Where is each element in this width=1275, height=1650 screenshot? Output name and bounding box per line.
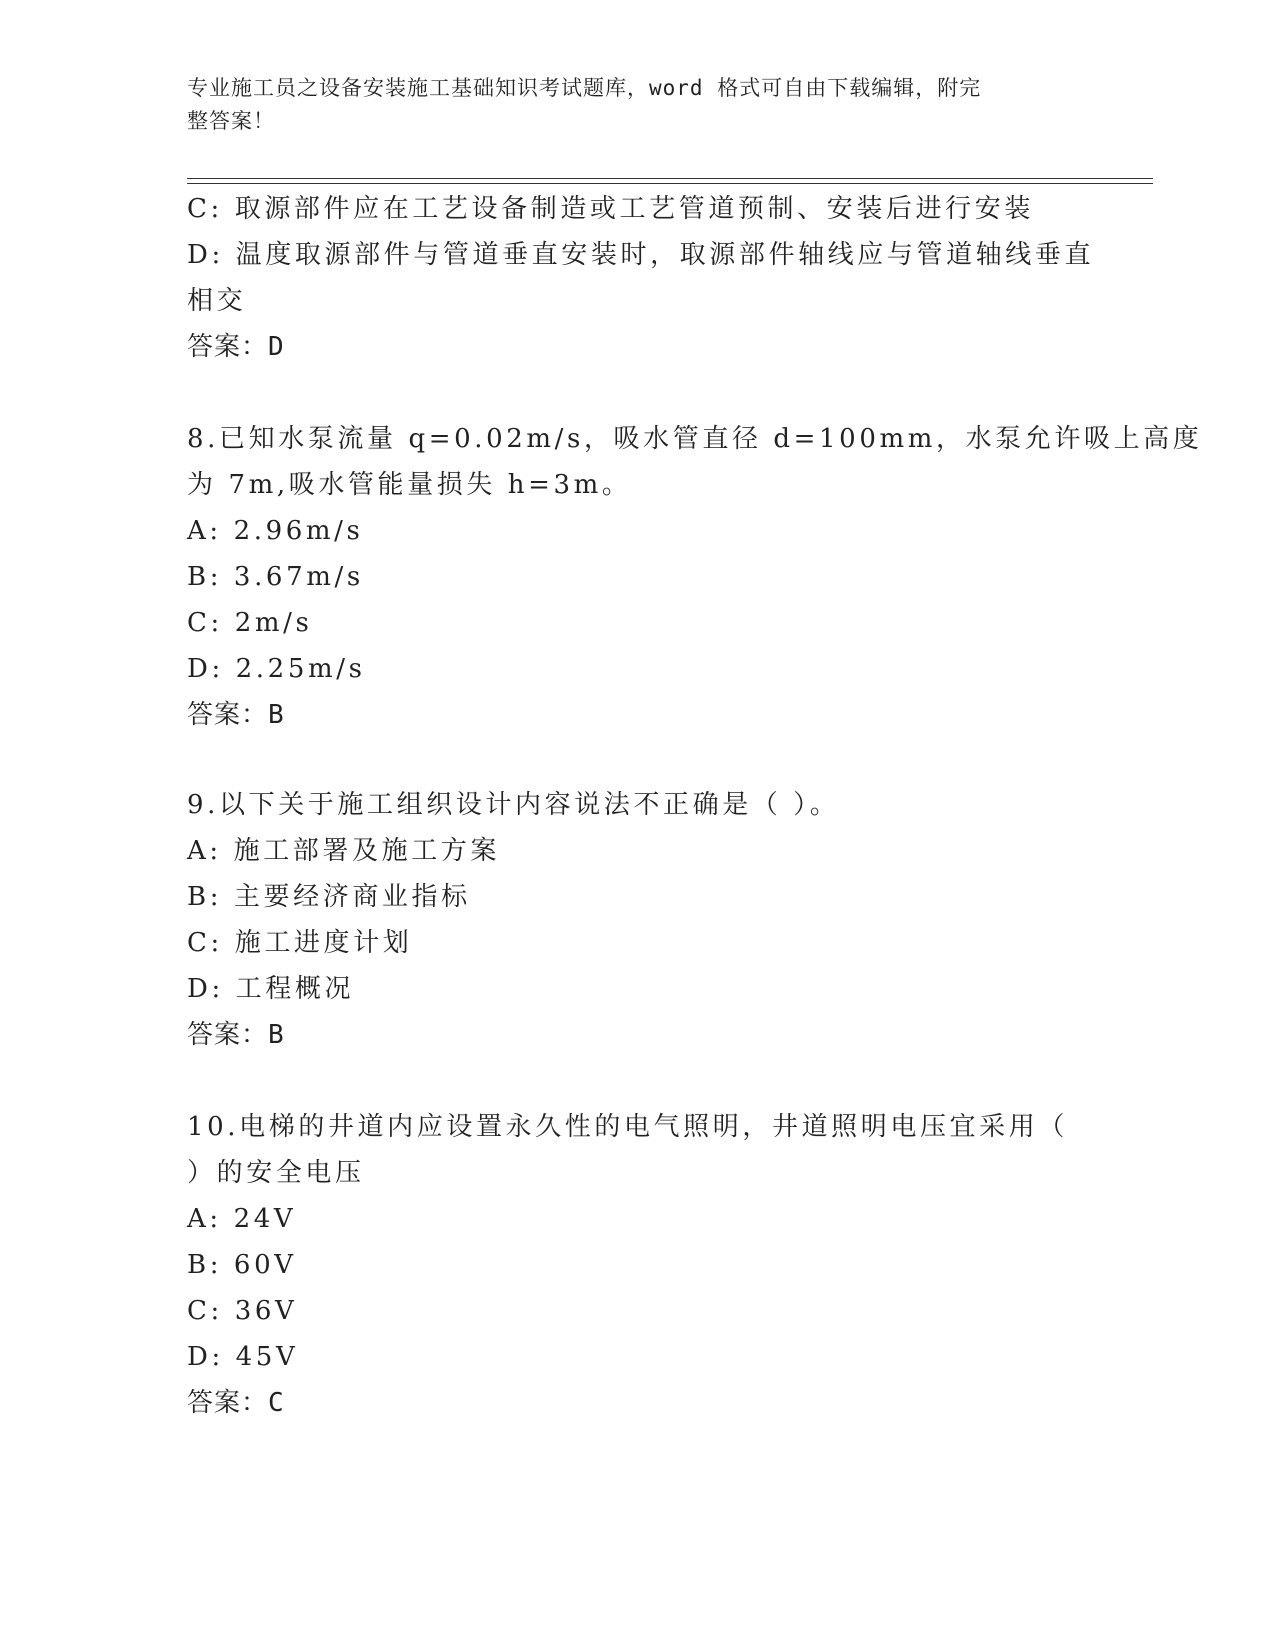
- q9-stem: 9.以下关于施工组织设计内容说法不正确是（ ）。: [187, 790, 840, 820]
- q10-answer: 答案：C: [187, 1388, 285, 1418]
- q10-option-b: B: 60V: [187, 1250, 297, 1280]
- q9-option-c: C: 施工进度计划: [187, 928, 413, 958]
- header-line-1: 专业施工员之设备安装施工基础知识考试题库，word 格式可自由下载编辑，附完: [187, 76, 982, 100]
- q9-option-a: A: 施工部署及施工方案: [187, 836, 501, 866]
- q7-option-d-line1: D: 温度取源部件与管道垂直安装时，取源部件轴线应与管道轴线垂直: [187, 240, 1095, 270]
- q7-option-c: C: 取源部件应在工艺设备制造或工艺管道预制、安装后进行安装: [187, 194, 1034, 224]
- q8-option-c: C: 2m/s: [187, 608, 313, 638]
- document-header: [187, 72, 1067, 138]
- header-rule-bottom: [187, 183, 1153, 184]
- q8-option-b: B: 3.67m/s: [187, 562, 364, 592]
- q10-stem-line1: 10.电梯的井道内应设置永久性的电气照明，井道照明电压宜采用（: [187, 1112, 1068, 1142]
- q8-option-d: D: 2.25m/s: [187, 654, 366, 684]
- q10-option-a: A: 24V: [187, 1204, 297, 1234]
- q8-stem-line2: 为 7m,吸水管能量损失 h=3m。: [187, 470, 632, 500]
- header-rule-top: [187, 178, 1153, 179]
- q9-option-b: B: 主要经济商业指标: [187, 882, 471, 912]
- q9-answer: 答案：B: [187, 1020, 285, 1050]
- q8-answer: 答案：B: [187, 700, 285, 730]
- q10-option-d: D: 45V: [187, 1342, 299, 1372]
- q8-option-a: A: 2.96m/s: [187, 516, 364, 546]
- q9-option-d: D: 工程概况: [187, 974, 355, 1004]
- q7-answer: 答案：D: [187, 332, 285, 362]
- q10-stem-line2: ）的安全电压: [187, 1158, 365, 1188]
- q7-option-d-line2: 相交: [187, 286, 247, 316]
- q8-stem-line1: 8.已知水泵流量 q=0.02m/s，吸水管直径 d=100mm，水泵允许吸上高度: [187, 424, 1203, 454]
- q10-option-c: C: 36V: [187, 1296, 298, 1326]
- header-line-2: 整答案！: [187, 109, 275, 133]
